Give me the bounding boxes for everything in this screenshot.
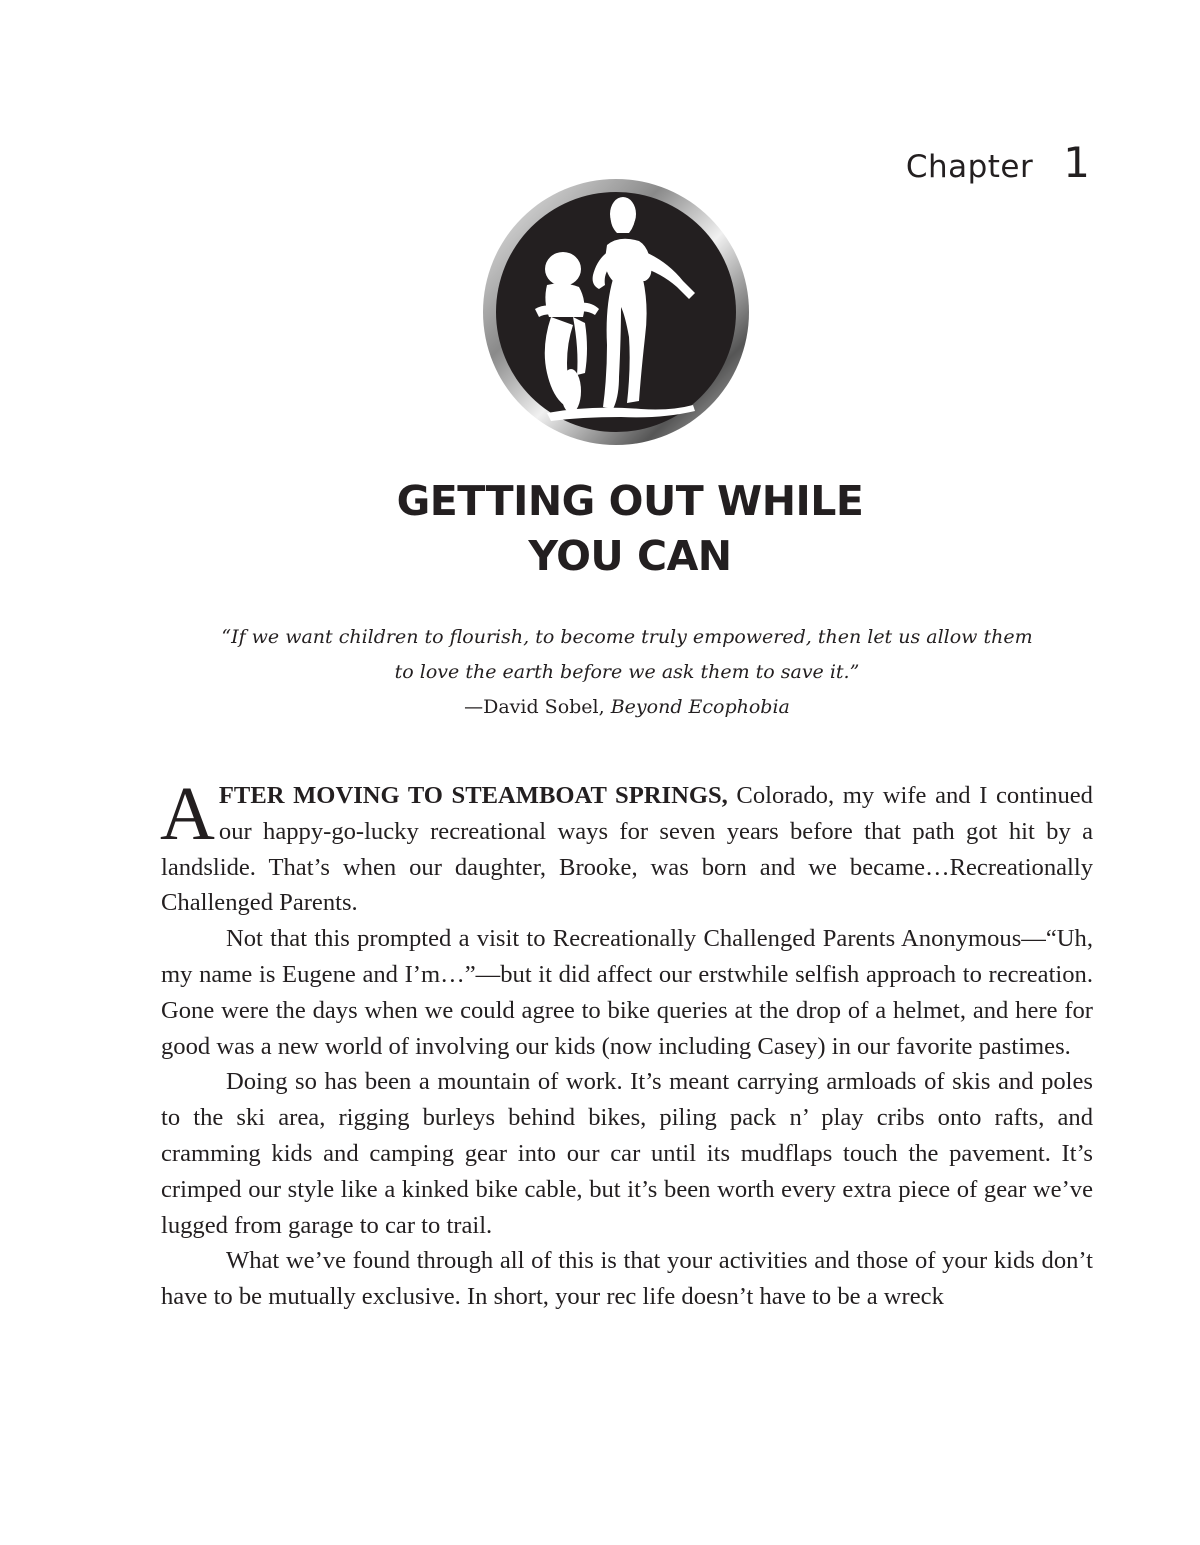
epigraph [160, 620, 1094, 725]
paragraph-4: What we’ve found through all of this is that your activities and those of your kids don’t have to be mutually exclusive. In short, your rec life doesn’t have to be a wreck [161, 1247, 1093, 1311]
chapter-title [200, 474, 1060, 584]
drop-cap: A [160, 772, 215, 856]
epigraph-quote-line-2: to love the earth before we ask them to save it.” [394, 661, 860, 683]
paragraph-2: Not that this prompted a visit to Recreationally Challenged Parents Anonymous—“Uh, my name is Eugene and I’m…”—but it did affect our erstwhile selfish approach to recreation. Gone were the days when we could agree to bike queries at the drop of a helmet, and here for good was a new world of involving our kids (now including Casey) in our favorite pastimes. [161, 925, 1093, 1060]
parent-and-child-on-bike-icon [481, 177, 751, 447]
chapter-title-line-2: YOU CAN [528, 532, 732, 580]
lead-in: FTER MOVING TO STEAMBOAT SPRINGS, [218, 782, 728, 809]
epigraph-author: —David Sobel, [464, 696, 611, 718]
chapter-number: 1 [1063, 138, 1090, 187]
chapter-label: Chapter [905, 149, 1034, 185]
paragraph-1 [160, 772, 1093, 921]
chapter-heading [906, 138, 1090, 187]
epigraph-attribution [160, 690, 1094, 725]
epigraph-source: Beyond Ecophobia [610, 696, 790, 718]
paragraph-1-text: Colorado, my wife and I continued our happy-go-lucky recreational ways for seven years before that path got hit by a landslide. That’s when our daughter, Brooke, was born and we became…Recreationally Challenged Parents. [161, 782, 1093, 917]
chapter-title-line-1: GETTING OUT WHILE [396, 477, 864, 525]
paragraph-3: Doing so has been a mountain of work. It’s meant carrying armloads of skis and poles to the ski area, rigging burleys behind bikes, piling pack n’ play cribs onto rafts, and cramming kids and camping gear into our car until its mudflaps touch the pavement. It’s crimped our style like a kinked bike cable, but it’s been worth every extra piece of gear we’ve lugged from garage to car to trail. [161, 1068, 1093, 1239]
body-text [160, 772, 1093, 1315]
epigraph-quote-line-1: “If we want children to flourish, to become truly empowered, then let us allow them [221, 626, 1033, 648]
